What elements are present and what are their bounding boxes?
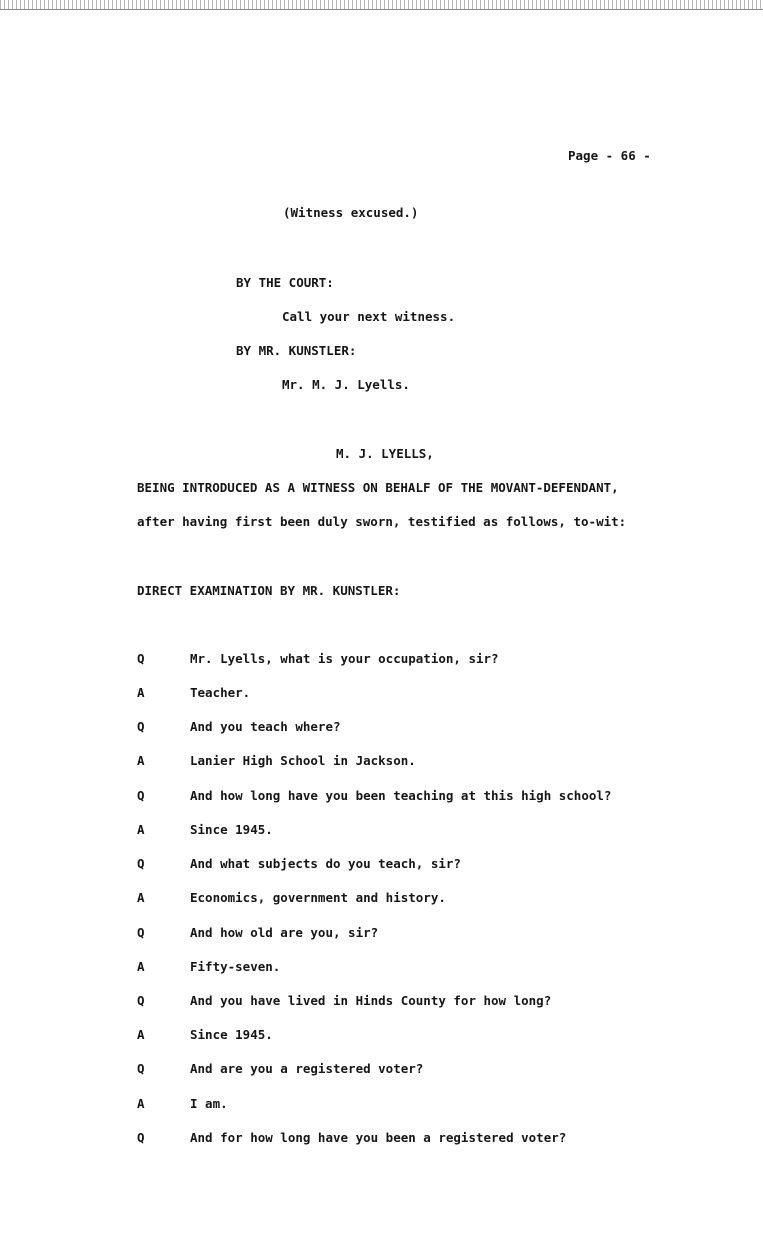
qa-label: A bbox=[137, 890, 145, 905]
qa-text: Since 1945. bbox=[190, 822, 273, 837]
qa-label: Q bbox=[137, 925, 145, 940]
qa-text: And how old are you, sir? bbox=[190, 925, 379, 940]
qa-label: A bbox=[137, 685, 145, 700]
counsel-speaker: BY MR. KUNSTLER: bbox=[236, 343, 357, 358]
qa-label: Q bbox=[137, 993, 145, 1008]
qa-text: Teacher. bbox=[190, 685, 251, 700]
qa-text: And what subjects do you teach, sir? bbox=[190, 856, 461, 871]
examination-heading: DIRECT EXAMINATION BY MR. KUNSTLER: bbox=[137, 583, 401, 598]
qa-text: And you teach where? bbox=[190, 719, 341, 734]
qa-label: A bbox=[137, 822, 145, 837]
counsel-statement: Mr. M. J. Lyells. bbox=[282, 377, 410, 392]
qa-text: And you have lived in Hinds County for how long? bbox=[190, 993, 552, 1008]
qa-text: And are you a registered voter? bbox=[190, 1061, 424, 1076]
qa-label: Q bbox=[137, 719, 145, 734]
qa-label: A bbox=[137, 959, 145, 974]
qa-label: Q bbox=[137, 1130, 145, 1145]
qa-text: And how long have you been teaching at this high school? bbox=[190, 788, 612, 803]
qa-text: And for how long have you been a registered voter? bbox=[190, 1130, 567, 1145]
intro-line-2: after having first been duly sworn, testified as follows, to-wit: bbox=[137, 514, 627, 529]
page-number: Page - 66 - bbox=[568, 148, 651, 163]
qa-text: Lanier High School in Jackson. bbox=[190, 753, 416, 768]
witness-excused-note: (Witness excused.) bbox=[283, 205, 419, 220]
qa-label: A bbox=[137, 1027, 145, 1042]
qa-text: Since 1945. bbox=[190, 1027, 273, 1042]
qa-label: A bbox=[137, 753, 145, 768]
court-statement: Call your next witness. bbox=[282, 309, 456, 324]
intro-line-1: BEING INTRODUCED AS A WITNESS ON BEHALF OF THE MOVANT-DEFENDANT, bbox=[137, 480, 619, 495]
qa-label: Q bbox=[137, 856, 145, 871]
qa-text: I am. bbox=[190, 1096, 228, 1111]
witness-name: M. J. LYELLS, bbox=[336, 446, 434, 461]
qa-label: Q bbox=[137, 651, 145, 666]
qa-text: Fifty-seven. bbox=[190, 959, 281, 974]
qa-text: Mr. Lyells, what is your occupation, sir? bbox=[190, 651, 499, 666]
qa-label: Q bbox=[137, 1061, 145, 1076]
scan-top-rule bbox=[0, 9, 763, 10]
court-speaker: BY THE COURT: bbox=[236, 275, 334, 290]
qa-label: Q bbox=[137, 788, 145, 803]
qa-text: Economics, government and history. bbox=[190, 890, 446, 905]
qa-label: A bbox=[137, 1096, 145, 1111]
